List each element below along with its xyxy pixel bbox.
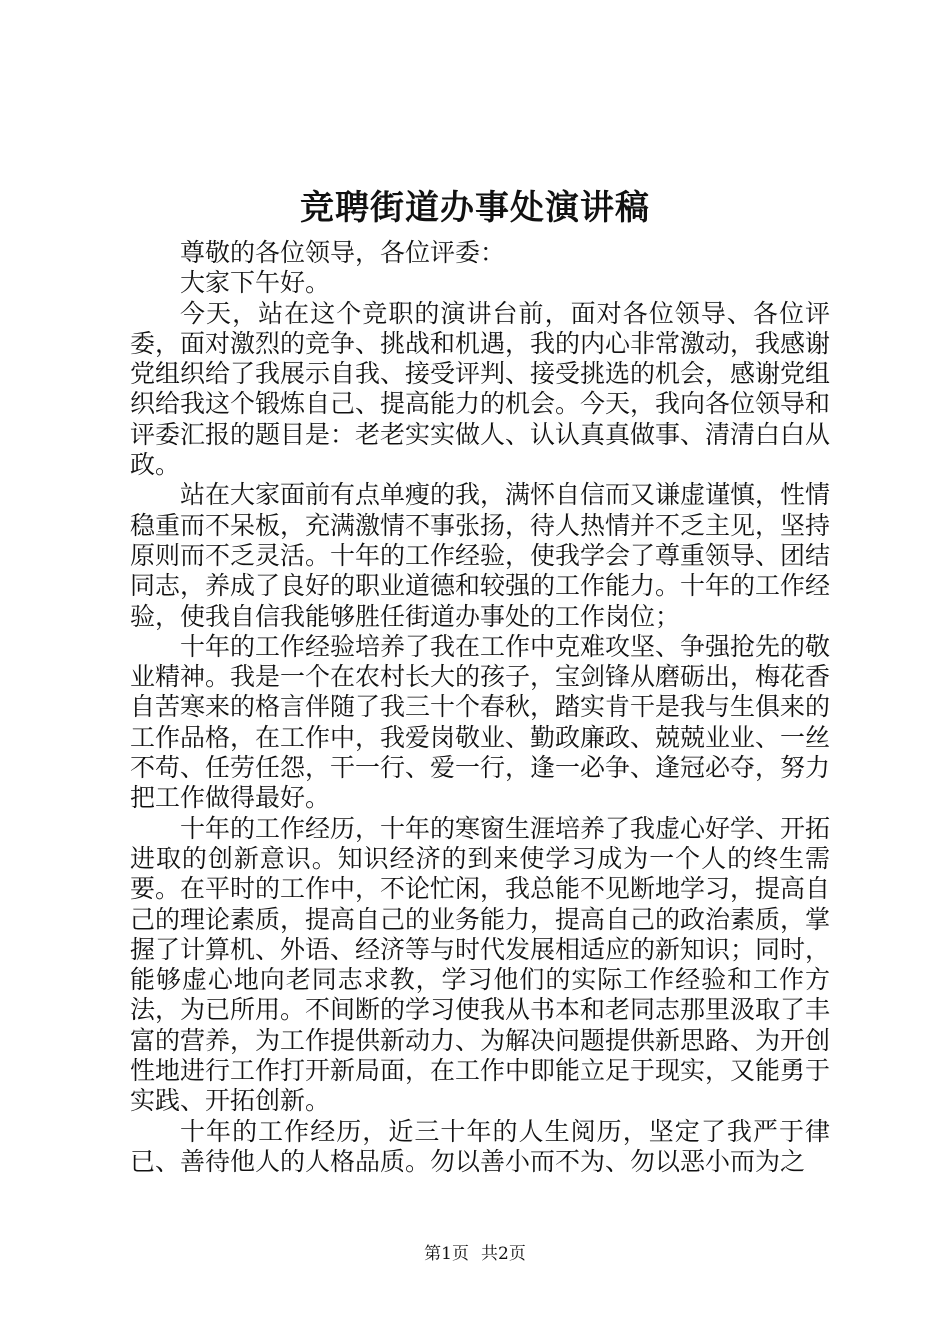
paragraph-learning: 十年的工作经历，十年的寒窗生涯培养了我虚心好学、开拓进取的创新意识。知识经济的到来使学习成为一个人的终生需要。在平时的工作中，不论忙闲，我总能不见断地学习，提高自己的理论素质，提高自己的业务能力，提高自己的政治素质，掌握了计算机、外语、经济等与时代发展相适应的新知识；同时，能够虚心地向老同志求教，学习他们的实际工作经验和工作方法，为已所用。不间断的学习使我从书本和老同志那里汲取了丰富的营养，为工作提供新动力、为解决问题提供新思路、为开创性地进行工作打开新局面，在工作中即能立足于现实，又能勇于实践、开拓创新。 [130, 813, 831, 1116]
paragraph-opening: 今天，站在这个竞职的演讲台前，面对各位领导、各位评委，面对激烈的竞争、挑战和机遇，我的内心非常激动，我感谢党组织给了我展示自我、接受评判、接受挑选的机会，感谢党组织给我这个锻炼自己、提高能力的机会。今天，我向各位领导和评委汇报的题目是：老老实实做人、认认真真做事、清清白白从政。 [130, 298, 831, 480]
document-body [130, 238, 830, 1177]
paragraph-greeting: 大家下午好。 [180, 268, 331, 298]
document-title: 竞聘街道办事处演讲稿 [300, 188, 650, 228]
page-number: 第1页 [424, 1244, 469, 1264]
paragraph-self-intro: 站在大家面前有点单瘦的我，满怀自信而又谦虚谨慎，性情稳重而不呆板，充满激情不事张扬，待人热情并不乏主见，坚持原则而不乏灵活。十年的工作经验，使我学会了尊重领导、团结同志，养成了良好的职业道德和较强的工作能力。十年的工作经验，使我自信我能够胜任街道办事处的工作岗位； [130, 480, 831, 631]
paragraph-character: 十年的工作经历，近三十年的人生阅历，坚定了我严于律已、善待他人的人格品质。勿以善小而不为、勿以恶小而为之 [130, 1116, 830, 1176]
page-total: 共2页 [481, 1244, 526, 1264]
paragraph-salutation: 尊敬的各位领导，各位评委： [180, 238, 506, 267]
page-footer [0, 1242, 950, 1266]
paragraph-work-spirit: 十年的工作经验培养了我在工作中克难攻坚、争强抢先的敬业精神。我是一个在农村长大的孩子，宝剑锋从磨砺出，梅花香自苦寒来的格言伴随了我三十个春秋，踏实肯干是我与生俱来的工作品格，在工作中，我爱岗敬业、勤政廉政、兢兢业业、一丝不苟、任劳任怨，干一行、爱一行，逢一必争、逢冠必夺，努力把工作做得最好。 [130, 631, 831, 813]
